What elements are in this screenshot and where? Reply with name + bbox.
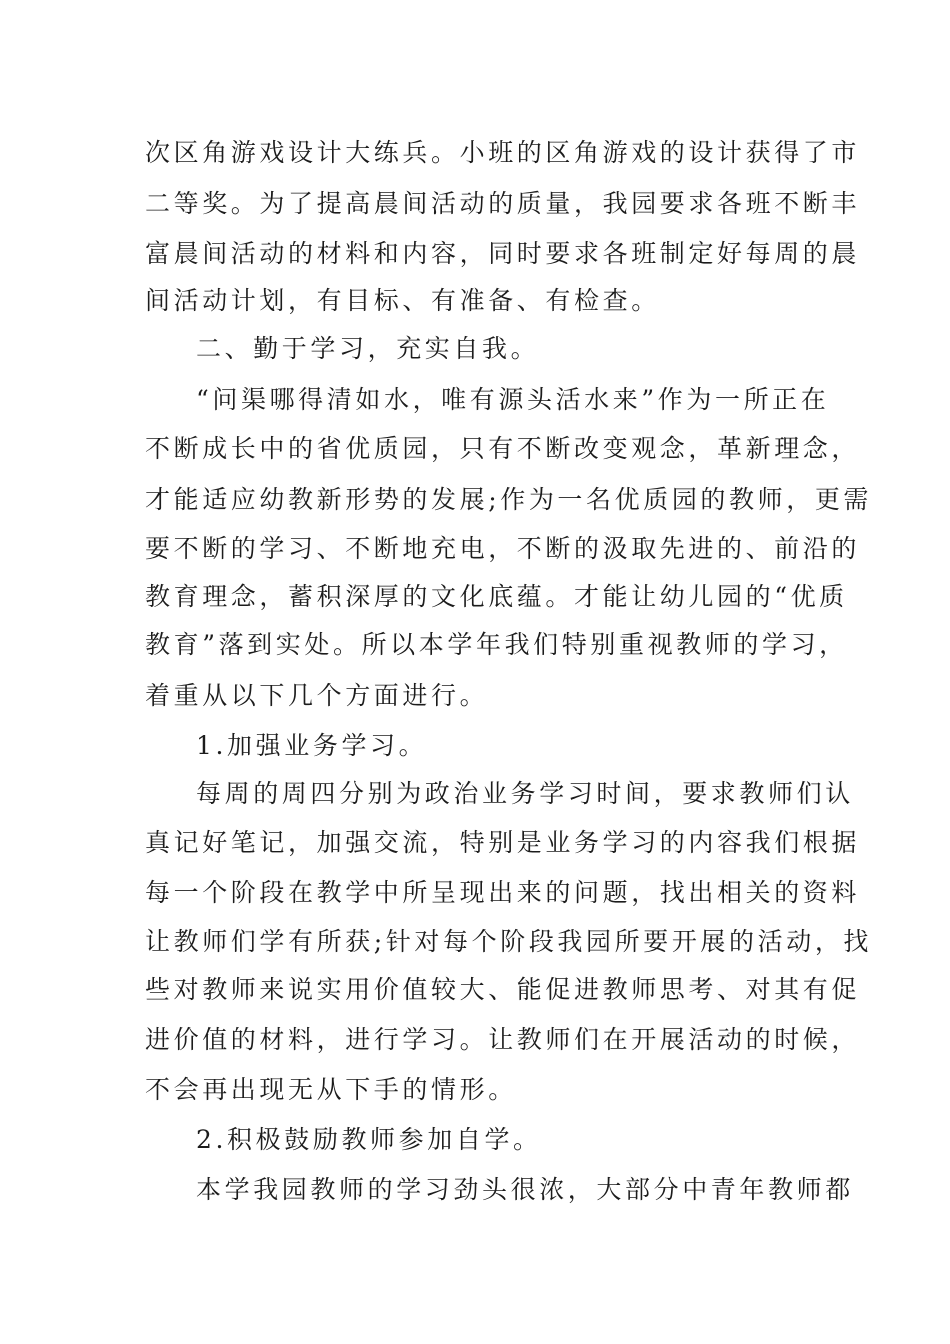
text-line: 教育”落到实处。所以本学年我们特别重视教师的学习， — [145, 630, 848, 659]
text-line: 些对教师来说实用价值较大、能促进教师思考、对其有促 — [145, 975, 861, 1004]
text-line: 不断成长中的省优质园，只有不断改变观念，革新理念， — [145, 434, 861, 463]
text-line: 间活动计划，有目标、有准备、有检查。 — [145, 286, 660, 315]
text-line: 每一个阶段在教学中所呈现出来的问题，找出相关的资料 — [145, 878, 861, 907]
text-line: 真记好笔记，加强交流，特别是业务学习的内容我们根据 — [145, 828, 861, 857]
text-line: 富晨间活动的材料和内容，同时要求各班制定好每周的晨 — [145, 239, 861, 268]
section-heading: 二、勤于学习，充实自我。 — [196, 334, 540, 363]
text-line: 次区角游戏设计大练兵。小班的区角游戏的设计获得了市 — [145, 138, 861, 167]
text-line: “问渠哪得清如水，唯有源头活水来”作为一所正在 — [196, 385, 830, 414]
text-line: 不会再出现无从下手的情形。 — [145, 1075, 517, 1104]
text-line: 要不断的学习、不断地充电，不断的汲取先进的、前沿的 — [145, 534, 861, 563]
text-line: 才能适应幼教新形势的发展;作为一名优质园的教师，更需 — [145, 485, 873, 514]
text-line: 教育理念，蓄积深厚的文化底蕴。才能让幼儿园的“优质 — [145, 582, 848, 611]
text-line: 本学我园教师的学习劲头很浓，大部分中青年教师都 — [196, 1175, 854, 1204]
text-line: 二等奖。为了提高晨间活动的质量，我园要求各班不断丰 — [145, 189, 861, 218]
subsection-heading: 1.加强业务学习。 — [196, 731, 428, 760]
text-line: 让教师们学有所获;针对每个阶段我园所要开展的活动，找 — [145, 927, 873, 956]
text-line: 每周的周四分别为政治业务学习时间，要求教师们认 — [196, 779, 854, 808]
text-line: 着重从以下几个方面进行。 — [145, 681, 489, 710]
subsection-heading: 2.积极鼓励教师参加自学。 — [196, 1125, 542, 1154]
text-line: 进价值的材料，进行学习。让教师们在开展活动的时候， — [145, 1025, 861, 1054]
